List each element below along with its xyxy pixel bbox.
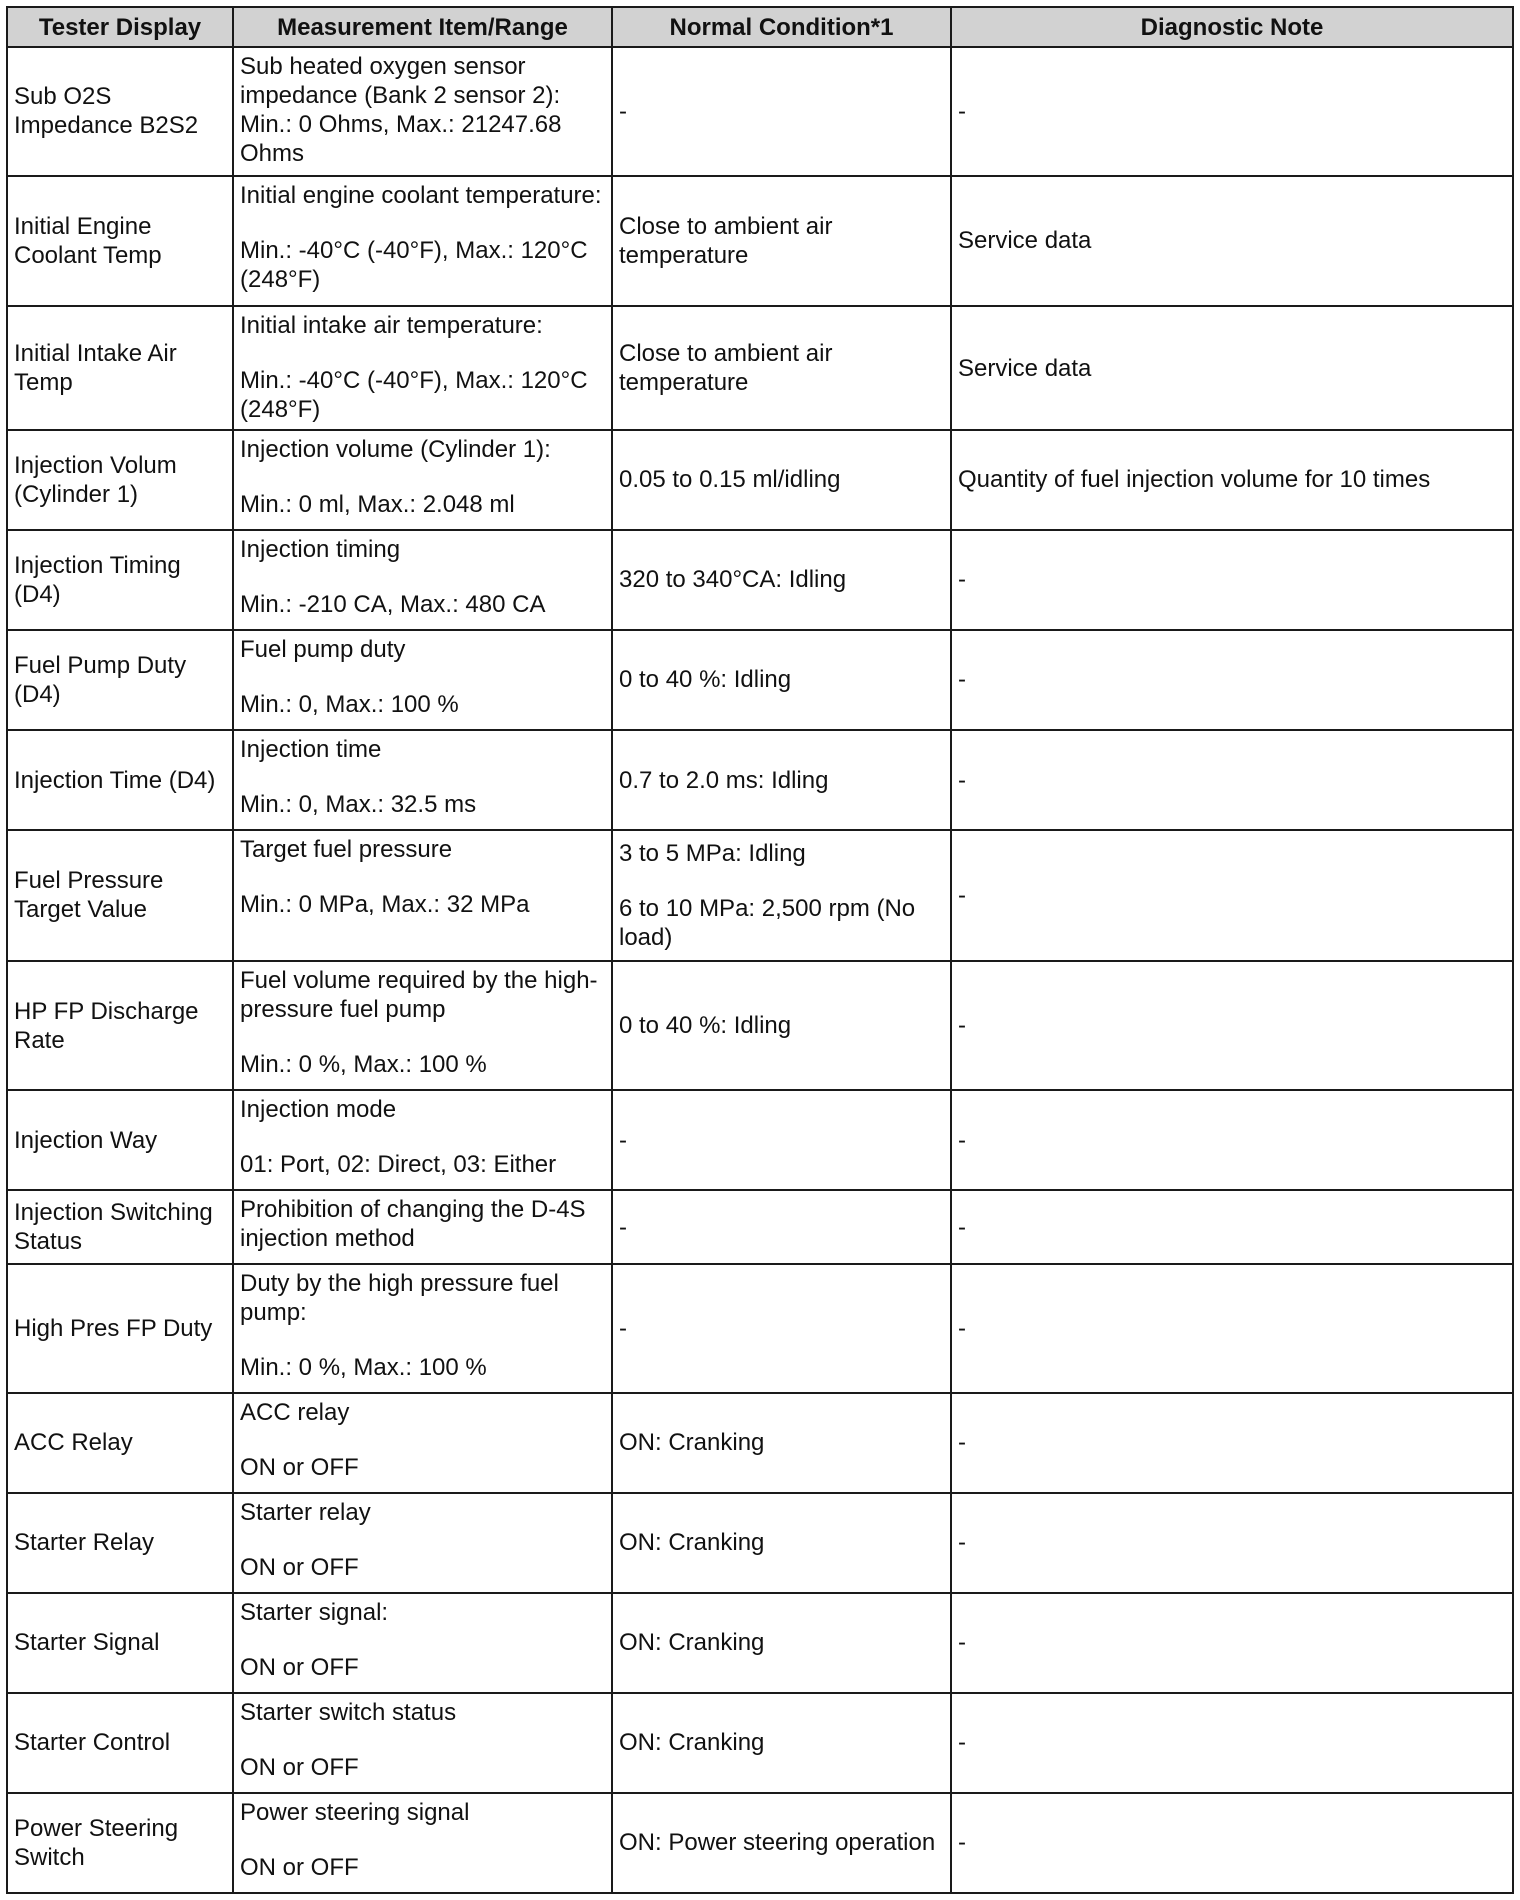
- table-row: [7, 830, 1513, 961]
- cell-normal-condition: [612, 730, 951, 830]
- cell-normal-condition: [612, 430, 951, 530]
- cell-tester-display: Injection Volum (Cylinder 1): [7, 430, 233, 530]
- cell-measurement-range: [233, 1393, 612, 1493]
- cell-normal-condition: [612, 1393, 951, 1493]
- cell-diagnostic-note: Service data: [951, 306, 1513, 430]
- range-label: Duty by the high pressure fuel pump:: [240, 1269, 559, 1326]
- cell-measurement-range: [233, 1693, 612, 1793]
- cell-normal-condition: [612, 306, 951, 430]
- range-spacer: [240, 864, 605, 890]
- cell-normal-condition: [612, 1693, 951, 1793]
- cell-tester-display: High Pres FP Duty: [7, 1264, 233, 1393]
- range-value: ON or OFF: [240, 1553, 359, 1581]
- range-value: Min.: 0 %, Max.: 100 %: [240, 1050, 487, 1078]
- header-diagnostic-note: Diagnostic Note: [951, 7, 1513, 47]
- range-label: Fuel volume required by the high-pressure fuel pump: [240, 966, 598, 1023]
- range-value: ON or OFF: [240, 1753, 359, 1781]
- cell-measurement-range: [233, 1190, 612, 1264]
- normal-condition-text: 0 to 40 %: Idling: [619, 666, 792, 694]
- cell-normal-condition: [612, 176, 951, 307]
- range-label: Prohibition of changing the D-4S injection method: [240, 1196, 586, 1253]
- range-value: Min.: 0 MPa, Max.: 32 MPa: [240, 891, 530, 919]
- cell-diagnostic-note: -: [951, 1593, 1513, 1693]
- range-label: Sub heated oxygen sensor impedance (Bank 2 sensor 2):: [240, 53, 561, 109]
- range-value: Min.: 0 ml, Max.: 2.048 ml: [240, 490, 515, 518]
- table-row: [7, 730, 1513, 830]
- cell-normal-condition: [612, 1264, 951, 1393]
- range-spacer: [240, 340, 605, 366]
- table-row: [7, 306, 1513, 430]
- cell-normal-condition: [612, 47, 951, 176]
- cell-diagnostic-note: -: [951, 1190, 1513, 1264]
- table-row: [7, 1793, 1513, 1893]
- normal-condition-text: ON: Cranking: [619, 1729, 765, 1757]
- cell-normal-condition: [612, 830, 951, 961]
- table-row: [7, 530, 1513, 630]
- cell-diagnostic-note: -: [951, 630, 1513, 730]
- normal-condition-text: 0.05 to 0.15 ml/idling: [619, 466, 841, 494]
- cell-diagnostic-note: -: [951, 730, 1513, 830]
- table-row: [7, 1493, 1513, 1593]
- cell-measurement-range: [233, 830, 612, 961]
- normal-condition-text: -: [619, 97, 627, 125]
- cell-tester-display: Power Steering Switch: [7, 1793, 233, 1893]
- cell-diagnostic-note: -: [951, 830, 1513, 961]
- range-spacer: [240, 1827, 605, 1853]
- normal-condition-text: -: [619, 1213, 627, 1241]
- table-row: [7, 1190, 1513, 1264]
- cell-diagnostic-note: -: [951, 961, 1513, 1091]
- normal-condition-text-secondary: 6 to 10 MPa: 2,500 rpm (No load): [619, 894, 916, 951]
- header-tester-display: Tester Display: [7, 7, 233, 47]
- range-value: ON or OFF: [240, 1853, 359, 1881]
- normal-condition-text: 0 to 40 %: Idling: [619, 1012, 792, 1040]
- range-spacer: [240, 1527, 605, 1553]
- cell-normal-condition: [612, 630, 951, 730]
- cell-tester-display: HP FP Discharge Rate: [7, 961, 233, 1091]
- cell-normal-condition: [612, 1793, 951, 1893]
- range-label: Injection time: [240, 736, 382, 763]
- normal-condition-text: Close to ambient air temperature: [619, 212, 833, 269]
- table-row: [7, 1693, 1513, 1793]
- cell-normal-condition: [612, 530, 951, 630]
- range-label: Injection mode: [240, 1096, 397, 1124]
- range-label: Power steering signal: [240, 1798, 470, 1826]
- cell-diagnostic-note: Quantity of fuel injection volume for 10 times: [951, 430, 1513, 530]
- table-row: [7, 1393, 1513, 1493]
- cell-measurement-range: [233, 1264, 612, 1393]
- header-row: [7, 7, 1513, 47]
- cell-measurement-range: [233, 1493, 612, 1593]
- cell-measurement-range: [233, 306, 612, 430]
- range-label: Starter switch status: [240, 1698, 457, 1726]
- cell-tester-display: Initial Engine Coolant Temp: [7, 176, 233, 307]
- table-row: [7, 1090, 1513, 1190]
- cell-measurement-range: [233, 530, 612, 630]
- range-value: Min.: -40°C (-40°F), Max.: 120°C (248°F): [240, 367, 588, 424]
- range-label: Fuel pump duty: [240, 635, 406, 663]
- cell-tester-display: Starter Signal: [7, 1593, 233, 1693]
- normal-condition-text: ON: Cranking: [619, 1629, 765, 1657]
- cell-tester-display: Injection Time (D4): [7, 730, 233, 830]
- cell-diagnostic-note: -: [951, 47, 1513, 176]
- cell-measurement-range: [233, 1090, 612, 1190]
- range-spacer: [240, 1124, 605, 1150]
- cell-normal-condition: [612, 1593, 951, 1693]
- cell-measurement-range: [233, 430, 612, 530]
- range-spacer: [240, 1627, 605, 1653]
- range-spacer: [240, 1427, 605, 1453]
- range-label: ACC relay: [240, 1398, 350, 1426]
- table-row: [7, 1593, 1513, 1693]
- table-row: [7, 961, 1513, 1091]
- cell-measurement-range: [233, 961, 612, 1091]
- cell-diagnostic-note: -: [951, 1393, 1513, 1493]
- cell-tester-display: Starter Relay: [7, 1493, 233, 1593]
- cell-measurement-range: [233, 176, 612, 307]
- range-label: Target fuel pressure: [240, 836, 453, 864]
- normal-condition-text: 0.7 to 2.0 ms: Idling: [619, 766, 829, 794]
- cell-tester-display: Injection Timing (D4): [7, 530, 233, 630]
- cell-diagnostic-note: Service data: [951, 176, 1513, 307]
- range-value: Min.: 0 Ohms, Max.: 21247.68 Ohms: [240, 111, 562, 167]
- range-label: Initial intake air temperature:: [240, 312, 543, 340]
- table-row: [7, 176, 1513, 307]
- range-label: Initial engine coolant temperature:: [240, 181, 602, 209]
- cell-measurement-range: [233, 1793, 612, 1893]
- range-value: Min.: 0 %, Max.: 100 %: [240, 1353, 487, 1381]
- cell-normal-condition: [612, 1090, 951, 1190]
- cell-tester-display: Sub O2S Impedance B2S2: [7, 47, 233, 176]
- cell-normal-condition: [612, 1493, 951, 1593]
- range-spacer: [240, 1327, 605, 1353]
- normal-condition-text: -: [619, 1314, 627, 1342]
- range-spacer: [240, 1727, 605, 1753]
- range-label: Starter signal:: [240, 1598, 389, 1626]
- range-value: ON or OFF: [240, 1453, 359, 1481]
- range-value: Min.: 0, Max.: 100 %: [240, 690, 459, 718]
- cell-normal-condition: [612, 961, 951, 1091]
- header-measurement: Measurement Item/Range: [233, 7, 612, 47]
- cell-diagnostic-note: -: [951, 1090, 1513, 1190]
- cell-tester-display: Injection Switching Status: [7, 1190, 233, 1264]
- cell-measurement-range: [233, 1593, 612, 1693]
- range-value: Min.: -40°C (-40°F), Max.: 120°C (248°F): [240, 236, 588, 293]
- cell-tester-display: Initial Intake Air Temp: [7, 306, 233, 430]
- cell-diagnostic-note: -: [951, 1793, 1513, 1893]
- range-spacer: [240, 1024, 605, 1050]
- table-row: [7, 630, 1513, 730]
- range-label: Injection volume (Cylinder 1):: [240, 435, 551, 463]
- range-spacer: [240, 210, 605, 236]
- normal-condition-text: ON: Cranking: [619, 1529, 765, 1557]
- normal-condition-spacer: [619, 868, 944, 894]
- range-label: Starter relay: [240, 1498, 371, 1526]
- range-value: Min.: 0, Max.: 32.5 ms: [240, 791, 477, 818]
- range-label: Injection timing: [240, 535, 401, 563]
- header-normal-condition: Normal Condition*1: [612, 7, 951, 47]
- range-value: 01: Port, 02: Direct, 03: Either: [240, 1151, 557, 1179]
- cell-tester-display: ACC Relay: [7, 1393, 233, 1493]
- cell-tester-display: Fuel Pressure Target Value: [7, 830, 233, 961]
- cell-normal-condition: [612, 1190, 951, 1264]
- cell-diagnostic-note: -: [951, 1693, 1513, 1793]
- cell-diagnostic-note: -: [951, 530, 1513, 630]
- table-row: [7, 430, 1513, 530]
- cell-diagnostic-note: -: [951, 1493, 1513, 1593]
- normal-condition-text: Close to ambient air temperature: [619, 340, 833, 397]
- tester-data-table: [6, 6, 1514, 1894]
- range-spacer: [240, 764, 605, 790]
- normal-condition-text: 320 to 340°CA: Idling: [619, 566, 847, 594]
- normal-condition-text: -: [619, 1126, 627, 1154]
- normal-condition-text: ON: Power steering operation: [619, 1829, 936, 1857]
- table-row: [7, 1264, 1513, 1393]
- cell-tester-display: Injection Way: [7, 1090, 233, 1190]
- normal-condition-text: 3 to 5 MPa: Idling: [619, 839, 806, 867]
- cell-measurement-range: [233, 630, 612, 730]
- cell-measurement-range: [233, 47, 612, 176]
- cell-tester-display: Starter Control: [7, 1693, 233, 1793]
- range-spacer: [240, 664, 605, 690]
- range-spacer: [240, 564, 605, 590]
- range-value: Min.: -210 CA, Max.: 480 CA: [240, 590, 546, 618]
- cell-tester-display: Fuel Pump Duty (D4): [7, 630, 233, 730]
- cell-measurement-range: [233, 730, 612, 830]
- table-row: [7, 47, 1513, 176]
- range-spacer: [240, 464, 605, 490]
- normal-condition-text: ON: Cranking: [619, 1429, 765, 1457]
- range-value: ON or OFF: [240, 1653, 359, 1681]
- cell-diagnostic-note: -: [951, 1264, 1513, 1393]
